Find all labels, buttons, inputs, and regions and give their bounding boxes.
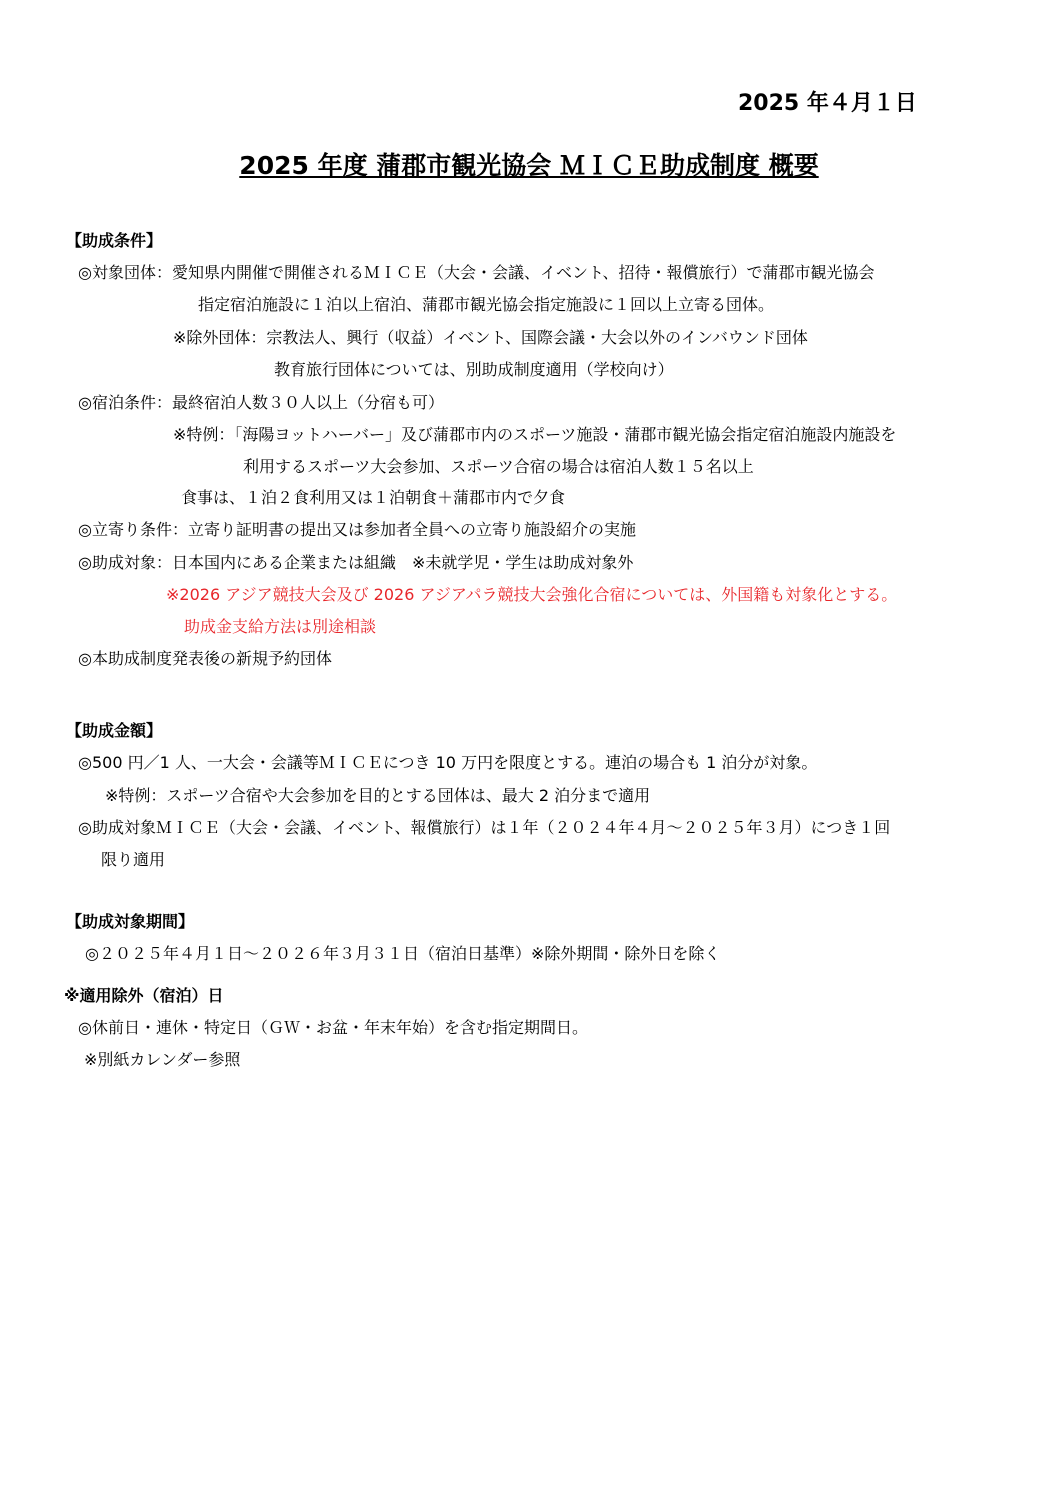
amount-line-1: ◎500 円／1 人、一大会・会議等ＭＩＣＥにつき 10 万円を限度とする。連泊の場合も 1 泊分が対象。 xyxy=(78,753,818,772)
exclusion-line-1: ◎休前日・連休・特定日（ＧＷ・お盆・年末年始）を含む指定期間日。 xyxy=(78,1018,588,1037)
stay-condition: ◎宿泊条件：最終宿泊人数３０人以上（分宿も可） xyxy=(78,393,444,412)
amount-line-4: 限り適用 xyxy=(101,850,166,869)
target-groups-line-2: 指定宿泊施設に１泊以上宿泊、蒲郡市観光協会指定施設に１回以上立寄る団体。 xyxy=(198,295,775,314)
new-booking-line: ◎本助成制度発表後の新規予約団体 xyxy=(78,649,332,668)
document-title: 2025 年度 蒲郡市観光協会 ＭＩＣＥ助成制度 概要 xyxy=(239,151,819,180)
amount-line-3: ◎助成対象ＭＩＣＥ（大会・会議、イベント、報償旅行）は１年（２０２４年４月～２０２５年３月）につき１回 xyxy=(78,818,891,837)
excluded-groups-line-2: 教育旅行団体については、別助成制度適用（学校向け） xyxy=(274,360,674,379)
amount-line-2: ※特例：スポーツ合宿や大会参加を目的とする団体は、最大 2 泊分まで適用 xyxy=(105,786,651,805)
conditions-heading: 【助成条件】 xyxy=(66,231,163,250)
special-case-line-2: 利用するスポーツ大会参加、スポーツ合宿の場合は宿泊人数１５名以上 xyxy=(243,457,754,476)
amount-heading: 【助成金額】 xyxy=(66,721,163,740)
special-case-line-1: ※特例：「海陽ヨットハーバー」及び蒲郡市内のスポーツ施設・蒲郡市観光協会指定宿泊施設内施設を xyxy=(173,425,897,444)
period-heading: 【助成対象期間】 xyxy=(66,912,195,931)
subsidy-target: ◎助成対象：日本国内にある企業または組織 ※未就学児・学生は助成対象外 xyxy=(78,553,634,572)
period-line-1: ◎２０２５年４月１日～２０２６年３月３１日（宿泊日基準）※除外期間・除外日を除く xyxy=(85,944,721,963)
excluded-groups-line-1: ※除外団体：宗教法人、興行（収益）イベント、国際会議・大会以外のインバウンド団体 xyxy=(173,328,808,347)
visit-condition: ◎立寄り条件：立寄り証明書の提出又は参加者全員への立寄り施設紹介の実施 xyxy=(78,520,636,539)
red-note-line-1: ※2026 アジア競技大会及び 2026 アジアパラ競技大会強化合宿については、外国籍も対象化とする。 xyxy=(166,585,898,604)
exclusion-heading: ※適用除外（宿泊）日 xyxy=(64,986,224,1005)
exclusion-line-2: ※別紙カレンダー参照 xyxy=(84,1050,241,1069)
red-note-line-2: 助成金支給方法は別途相談 xyxy=(184,617,377,636)
target-groups-line-1: ◎対象団体：愛知県内開催で開催されるＭＩＣＥ（大会・会議、イベント、招待・報償旅行）で蒲郡市観光協会 xyxy=(78,263,875,282)
meals-condition: 食事は、１泊２食利用又は１泊朝食＋蒲郡市内で夕食 xyxy=(181,488,566,507)
document-date: 2025 年４月１日 xyxy=(738,91,917,116)
